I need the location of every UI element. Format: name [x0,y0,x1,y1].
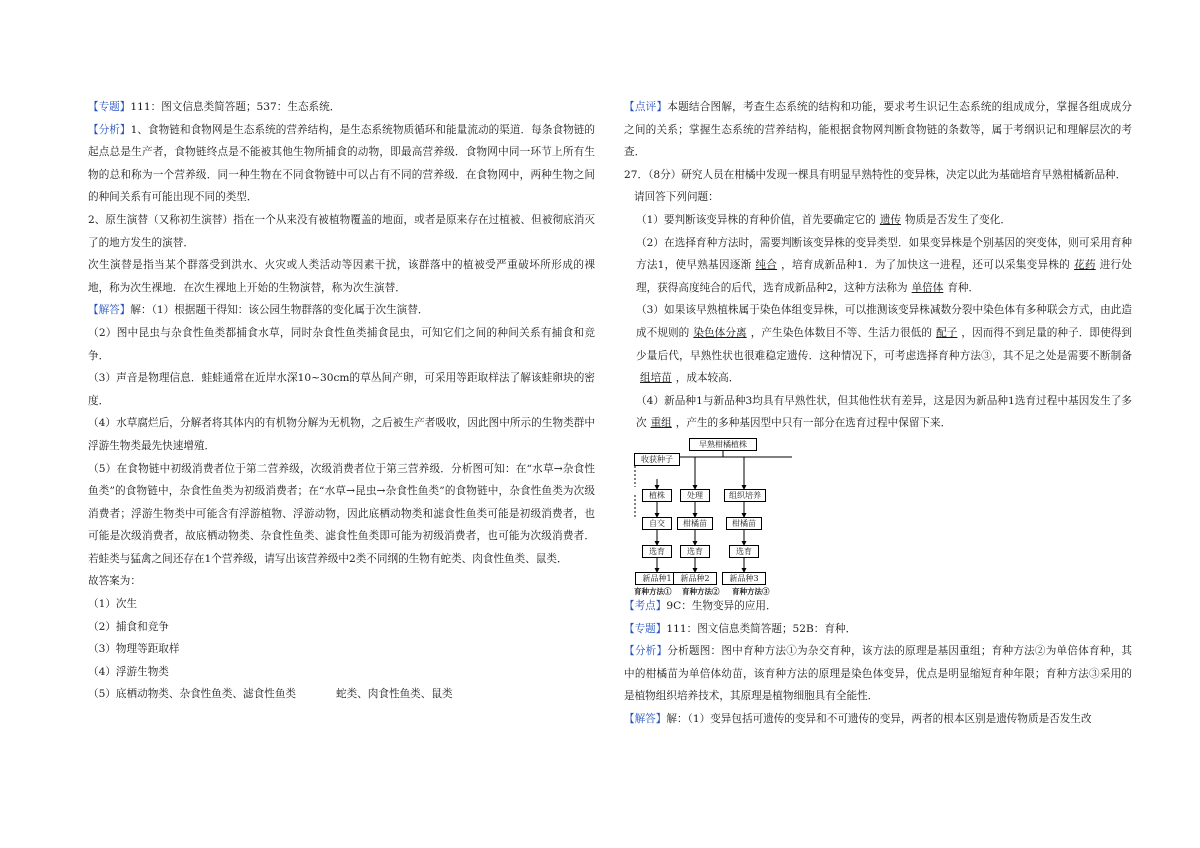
answer-5a: （5）底栖动物类、杂食性鱼类、滤食性鱼类 [88,688,297,701]
diagram-box-col2-step2: 柑橘苗 [677,517,713,530]
dianping-paragraph [624,96,1132,164]
diagram-box-col1-result: 新品种1 [635,572,679,585]
q2-text-c: 进行处理，获得高度纯合的后代，选育成新品种2，这种方法称为 [636,259,1132,294]
q3-answer-blank-3: 组培苗 [640,372,672,385]
q2-text-d: 育种． [947,281,980,294]
fenxi-text-right: 分析题图：图中育种方法①为杂交育种，该方法的原理是基因重组；育种方法②为单倍体育种，其中的柑橘苗为单倍体幼苗，该育种方法的原理是染色体变异，优点是明显缩短育种年限；育种方法③采用的是植物组织培养技术，其原理是植物细胞具有全能性． [624,645,1133,703]
question-27-part-1 [624,209,1132,232]
answer-title: 故答案为： [88,575,141,588]
diagram-box-col3-step1: 组织培养 [724,489,766,502]
fenxi-tag: 【分析】 [88,123,131,136]
q3-text-d: ，成本较高． [675,372,740,385]
diagram-box-collect-seeds: 收获种子 [634,453,680,466]
zhuanti-tag-right: 【专题】 [624,622,667,635]
answer-3: （3）物理等距取样 [88,643,180,656]
jieda-text-right: 解：（1）变异包括可遗传的变异和不可遗传的变异，两者的根本区别是遗传物质是否发生改 [666,712,1092,725]
q1-text-post: 物质是否发生了变化． [905,213,1011,226]
zhuanti-text-right: 111：图文信息类简答题；52B：育种． [666,622,857,635]
q2-answer-blank-3: 单倍体 [911,281,944,294]
kaodian-text: 9C：生物变异的应用． [666,599,777,612]
answer-4: （4）浮游生物类 [88,665,169,678]
zhuanti-tag: 【专题】 [88,101,131,113]
fenxi-tag-right: 【分析】 [624,645,668,658]
diagram-method-2-label: 育种方法② [682,586,720,596]
jieda-paragraph-right [624,708,1132,731]
jieda-tag-right: 【解答】 [624,712,667,725]
diagram-box-col1-step3: 选育 [642,545,672,558]
fenxi-paragraph [88,119,595,209]
kaodian-line [624,595,1132,618]
dianping-tag: 【点评】 [624,101,668,113]
answer-1: （1）次生 [88,598,138,611]
jieda-text-1: 解：（1）根据题干得知：该公园生物群落的变化属于次生演替． [130,304,429,317]
q3-text-a: （3）如果该早熟植株属于染色体组变异株，可以推测该变异株减数分裂中染色体有多种联会方式，由此造成不规则的 [636,304,1132,339]
question-27-part-3 [624,299,1132,389]
question-27-part-2 [624,232,1132,300]
q2-answer-blank-1: 纯合 [755,259,778,272]
zhuanti-line [88,96,595,119]
diagram-box-col3-step3: 选育 [729,545,759,558]
q4-text-b: ，产生的多种基因型中只有一部分在选育过程中保留下来． [675,417,952,430]
answer-5b: 蛇类、肉食性鱼类、鼠类 [336,688,453,701]
q2-text-a: （2）在选择育种方法时，需要判断该变异株的变异类型．如果变异株是个别基因的突变体，则可采用育种方法1，使早熟基因逐渐 [636,236,1132,272]
kaodian-tag: 【考点】 [624,599,667,612]
question-27-stem: 27．（8分）研究人员在柑橘中发现一棵具有明显早熟特性的变异株，决定以此为基础培育早熟柑橘新品种． [624,168,1127,181]
jieda-paragraph-3: （3）声音是物理信息．蛙蛙通常在近岸水深10~30cm的草丛间产卵，可采用等距取样法了解该蛙卵块的密度． [88,372,595,407]
q2-text-b: ，培育成新品种1．为了加快这一进程，还可以采集变异株的 [781,259,1071,272]
jieda-paragraph-1 [88,299,595,322]
jieda-paragraph-5: （5）在食物链中初级消费者位于第二营养级，次级消费者位于第三营养级．分析图可知：在“水草→杂食性鱼类”的食物链中，杂食性鱼类为初级消费者；在“水草→昆虫→杂食性鱼类”的食物链中，杂食性鱼类为次级消费者；浮游生物类中可能含有浮游植物、浮游动物，因此底栖动物类和滤食性鱼类可能是初级消费者，也可能是次级消费者，故底栖动物类、杂食性鱼类、滤食性鱼类即可能为初级消费者，也可能为次级消费者．若蛙类与猛禽之间还存在1个营养级，请写出该营养级中2类不同纲的生物有蛇类、肉食性鱼类、鼠类． [88,462,595,565]
fenxi-text-1: 1、食物链和食物网是生态系统的营养结构，是生态系统物质循环和能量流动的渠道．每条食物链的起点总是生产者，食物链终点是不能被其他生物所捕食的动物，即最高营养级．食物网中同一环节上所有生物的总和称为一个营养级．同一种生物在不同食物链中可以占有不同的营养级．在食物网中，两种生物之间的种间关系有可能出现不同的类型． [88,123,595,204]
q3-text-b: ，产生染色体数目不等、生活力很低的 [750,326,933,339]
diagram-box-col2-result: 新品种2 [673,572,717,585]
q3-text-c: ，因而得不到足量的种子．即使得到少量后代，早熟性状也很难稳定遗传．这种情况下，可考虑选择育种方法③，其不足之处是需要不断制备 [636,326,1133,362]
jieda-paragraph-4: （4）水草腐烂后，分解者将其体内的有机物分解为无机物，之后被生产者吸收，因此图中所示的生物类群中浮游生物类最先快速增殖． [88,417,595,452]
q3-answer-blank-1: 染色体分离 [693,326,747,339]
diagram-method-1-label: 育种方法① [634,586,672,596]
q3-answer-blank-2: 配子 [936,326,958,339]
q4-answer-blank: 重组 [650,417,672,430]
fenxi-paragraph-3: 次生演替是指当某个群落受到洪水、火灾或人类活动等因素干扰，该群落中的植被受严重破坏所形成的裸地，称为次生裸地．在次生裸地上开始的生物演替，称为次生演替． [88,259,595,294]
diagram-box-col2-step3: 选育 [680,545,710,558]
question-27-prompt: 请回答下列问题： [634,191,719,204]
right-column [624,96,1132,730]
q1-answer-blank: 遗传 [879,213,901,226]
diagram-box-col1-step1: 植株 [642,489,672,502]
zhuanti-text: 111：图文信息类简答题；537：生态系统． [130,101,341,113]
diagram-box-col3-step2: 柑橘苗 [726,517,762,530]
answer-2: （2）捕食和竞争 [88,620,169,633]
jieda-paragraph-2: （2）图中昆虫与杂食性鱼类都捕食水草，同时杂食性鱼类捕食昆虫，可知它们之间的种间关系有捕食和竞争． [88,326,595,362]
dianping-text: 本题结合图解，考查生态系统的结构和功能，要求考生识记生态系统的组成成分，掌握各组成成分之间的关系；掌握生态系统的营养结构，能根据食物网判断食物链的条数等，属于考纲识记和理解层次的考查． [624,101,1133,159]
breeding-flow-diagram [632,437,832,595]
q4-text-a: （4）新品种1与新品种3均具有早熟性状，但其他性状有差异，这是因为新品种1选育过程中基因发生了多次 [636,394,1132,430]
answer-5 [88,683,595,706]
q1-text-pre: （1）要判断该变异株的育种价值，首先要确定它的 [636,213,876,226]
fenxi-paragraph-right [624,640,1132,708]
diagram-box-col2-step1: 处理 [680,489,710,502]
diagram-box-early-plant: 早熟柑橘植株 [689,438,757,451]
diagram-method-3-label: 育种方法③ [732,586,770,596]
left-column [88,96,595,706]
q2-answer-blank-2: 花药 [1074,259,1096,272]
diagram-box-col3-result: 新品种3 [722,572,766,585]
zhuanti-line-right [624,618,1132,641]
diagram-box-col1-step2: 自交 [642,517,672,530]
fenxi-paragraph-2: 2、原生演替（又称初生演替）指在一个从来没有被植物覆盖的地面，或者是原来存在过植被、但被彻底消灭了的地方发生的演替． [88,213,595,249]
jieda-tag: 【解答】 [88,304,131,317]
question-27-part-4 [624,390,1132,435]
